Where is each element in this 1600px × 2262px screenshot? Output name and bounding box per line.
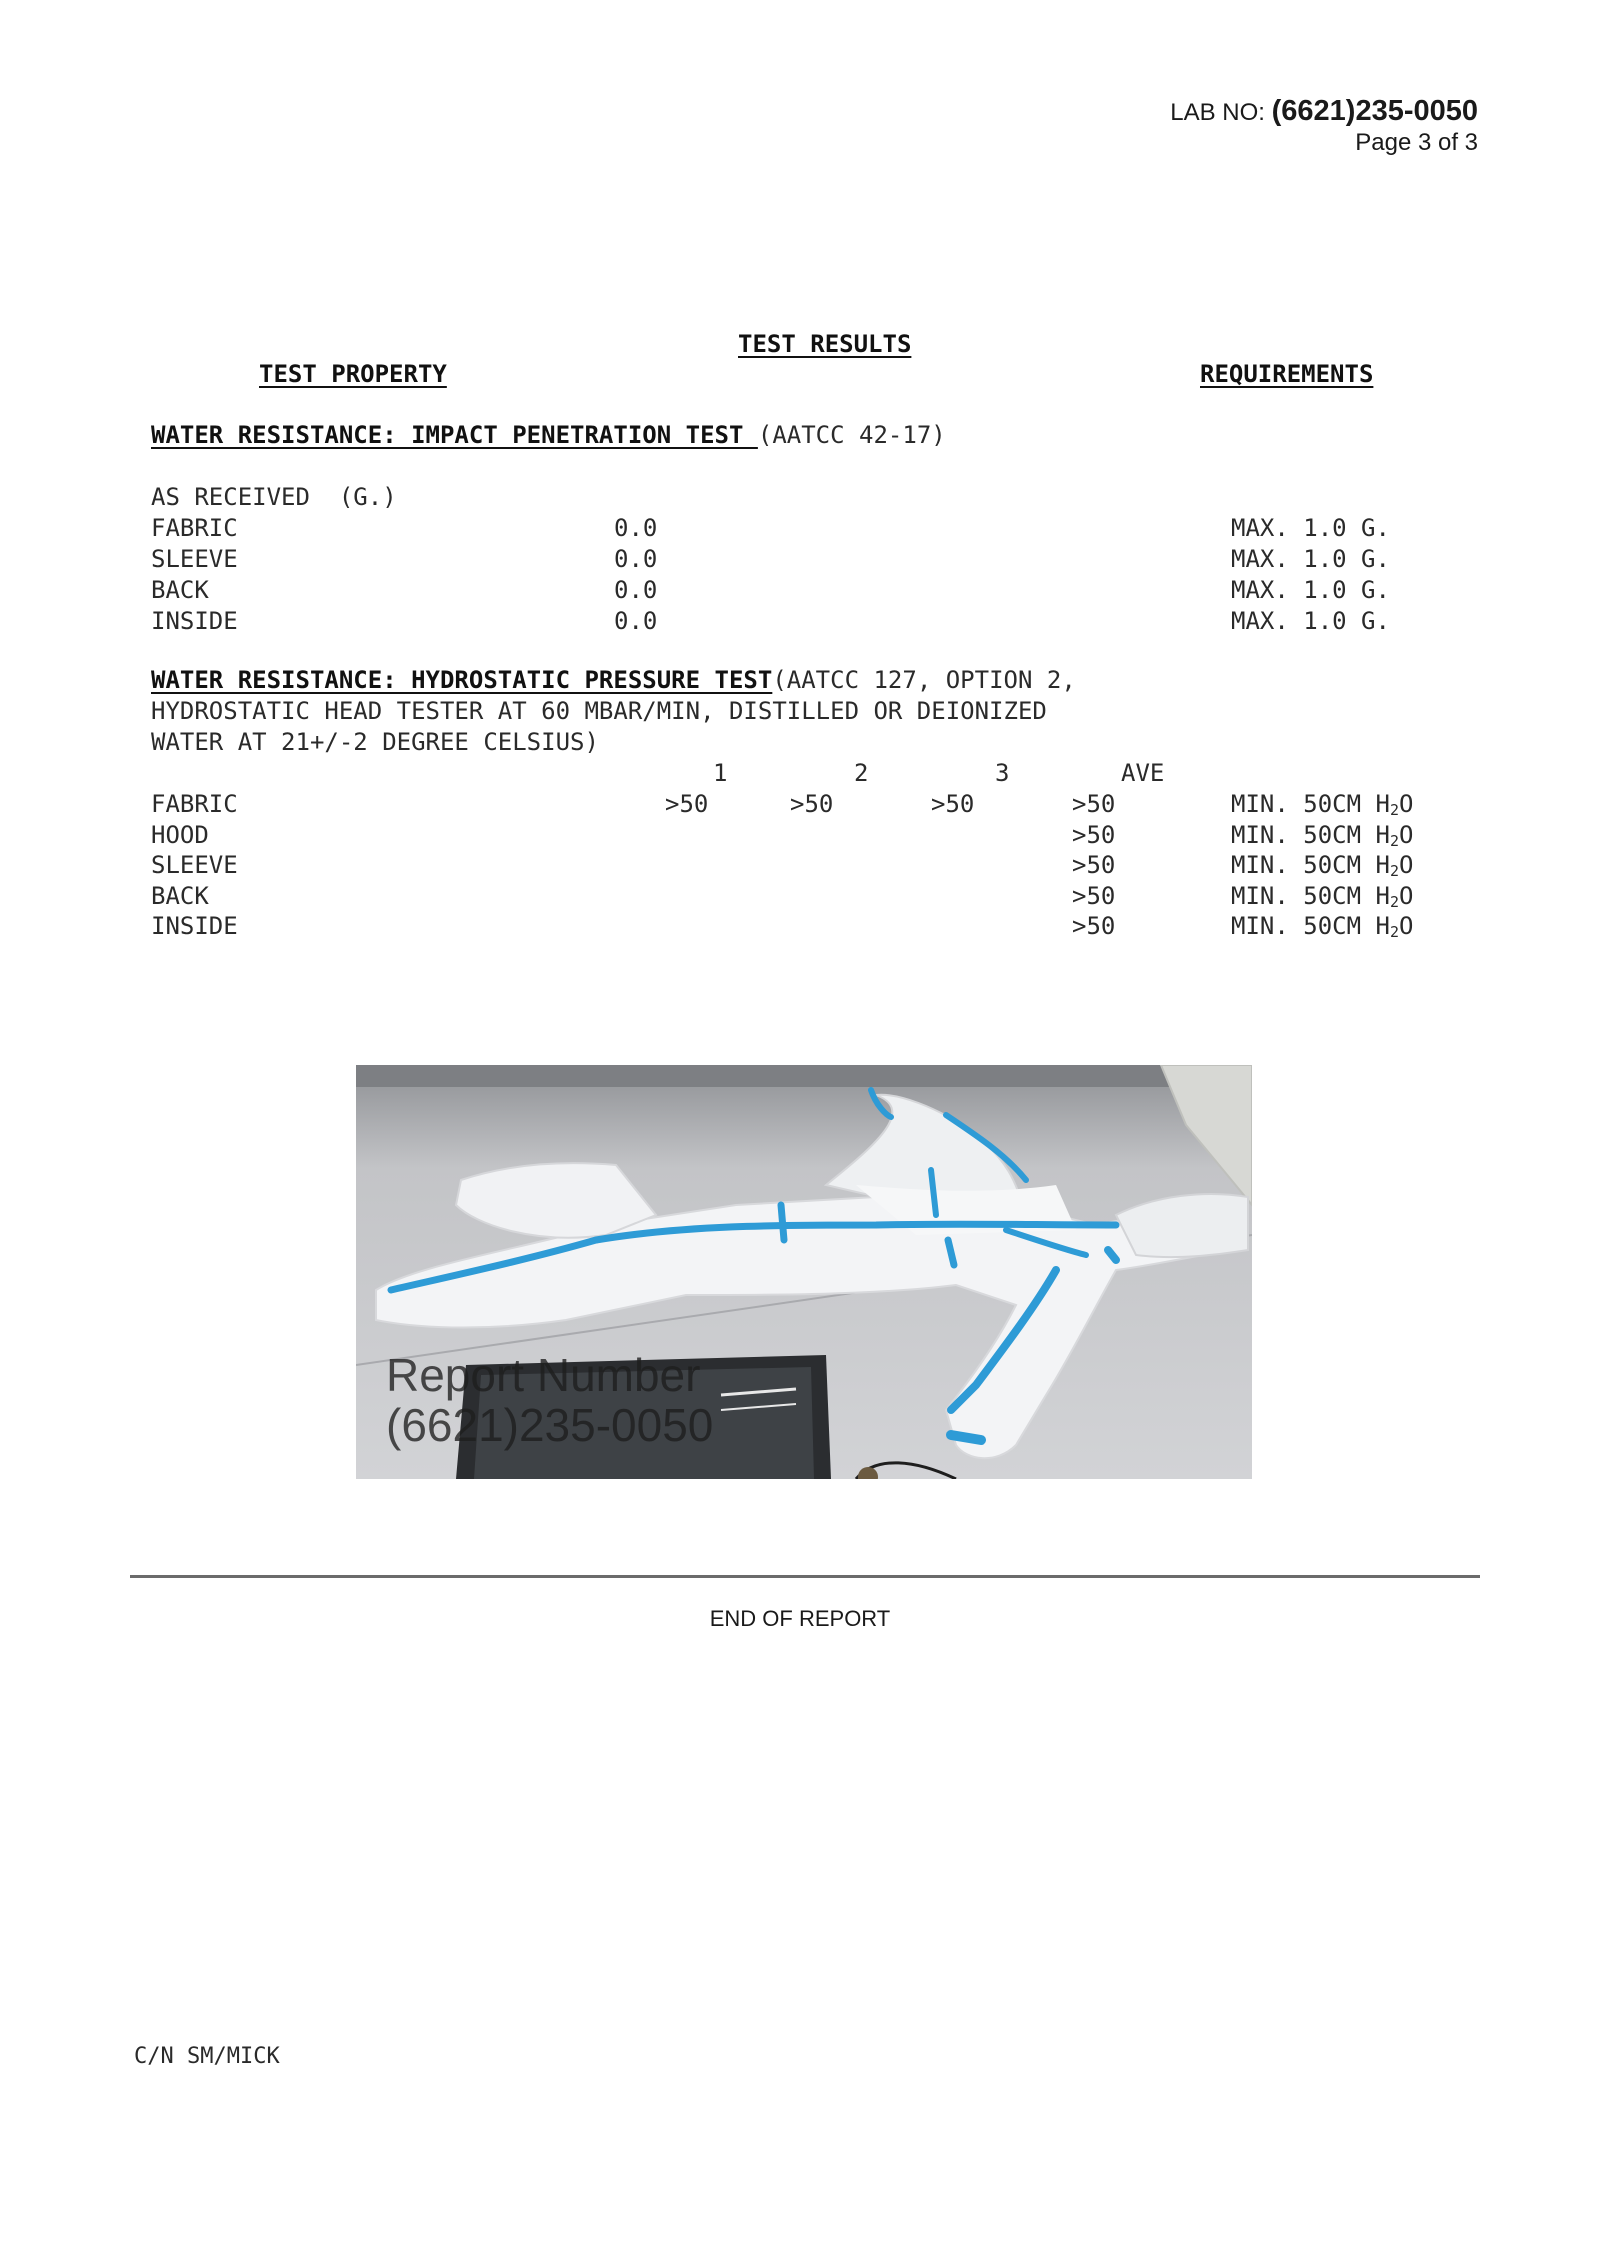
report-number-watermark	[386, 1350, 713, 1450]
watermark-line-1: Report Number	[386, 1349, 701, 1401]
watermark-line-2: (6621)235-0050	[386, 1399, 714, 1451]
impact-row-property: FABRIC	[151, 514, 238, 542]
requirement-text: MIN. 50CM H	[1231, 820, 1390, 849]
sample-photo	[356, 1065, 1252, 1479]
hydro-row-requirement	[1231, 882, 1413, 910]
impact-row-result: 0.0	[614, 607, 658, 635]
impact-row-result: 0.0	[614, 514, 658, 542]
requirement-text: MIN. 50CM H	[1231, 790, 1390, 818]
requirement-subscript: 2	[1389, 801, 1399, 819]
requirement-text: MIN. 50CM H	[1231, 881, 1390, 910]
requirement-suffix: O	[1398, 790, 1414, 818]
impact-row-property: SLEEVE	[151, 545, 238, 573]
impact-row-requirement: MAX. 1.0 G.	[1231, 576, 1390, 604]
hydro-row-average: >50	[1072, 851, 1116, 879]
impact-row-property: BACK	[151, 576, 209, 604]
impact-method: (AATCC 42-17)	[757, 421, 946, 449]
impact-row-requirement: MAX. 1.0 G.	[1231, 607, 1390, 635]
hydro-column-header: 3	[995, 759, 1010, 787]
hydro-row-average: >50	[1072, 881, 1116, 910]
impact-row-requirement: MAX. 1.0 G.	[1231, 514, 1390, 542]
hydro-method-line-3: WATER AT 21+/-2 DEGREE CELSIUS)	[151, 728, 599, 756]
test-property-heading: TEST PROPERTY	[259, 360, 447, 388]
impact-section-title	[151, 421, 946, 449]
hydro-column-header: 2	[854, 759, 869, 787]
requirement-suffix: O	[1398, 851, 1414, 879]
requirement-suffix: O	[1398, 912, 1414, 940]
hydro-column-header: 1	[713, 759, 728, 787]
hydro-row-result-1: >50	[665, 790, 709, 818]
impact-row-result: 0.0	[614, 545, 658, 573]
hydro-row-result-2: >50	[790, 790, 834, 818]
hydro-row-result-3: >50	[931, 790, 975, 818]
impact-row-result: 0.0	[614, 576, 658, 604]
page-indicator: Page 3 of 3	[1355, 129, 1478, 156]
requirement-subscript: 2	[1389, 862, 1399, 880]
hydro-row-property: INSIDE	[151, 912, 238, 940]
lab-number	[1170, 96, 1478, 128]
test-results-heading: TEST RESULTS	[738, 330, 912, 358]
requirement-suffix: O	[1398, 820, 1414, 849]
impact-subheading: AS RECEIVED (G.)	[151, 483, 397, 511]
hydro-row-property: HOOD	[151, 820, 209, 849]
impact-row-property: INSIDE	[151, 607, 238, 635]
hydro-section-title	[151, 666, 1076, 694]
requirement-subscript: 2	[1389, 892, 1399, 911]
hydro-method-line-2: HYDROSTATIC HEAD TESTER AT 60 MBAR/MIN, DISTILLED OR DEIONIZED	[151, 697, 1047, 725]
hydro-row-average: >50	[1072, 912, 1116, 940]
hydro-row-property: SLEEVE	[151, 851, 238, 879]
end-divider	[130, 1575, 1480, 1578]
lab-number-value: (6621)235-0050	[1271, 95, 1478, 127]
impact-row-requirement: MAX. 1.0 G.	[1231, 545, 1390, 573]
hydro-row-requirement	[1231, 851, 1413, 879]
hydro-title: WATER RESISTANCE: HYDROSTATIC PRESSURE TEST	[151, 666, 773, 694]
hydro-row-average: >50	[1072, 820, 1116, 849]
hydro-row-requirement	[1231, 912, 1413, 940]
hydro-method-line-1: (AATCC 127, OPTION 2,	[772, 666, 1076, 694]
report-header	[1170, 96, 1478, 158]
hydro-column-header: AVE	[1121, 759, 1165, 787]
cn-initials: C/N SM/MICK	[134, 2044, 280, 2069]
hydro-row-property: BACK	[151, 881, 209, 910]
hydro-row-property: FABRIC	[151, 790, 238, 818]
requirement-subscript: 2	[1389, 831, 1399, 850]
requirement-suffix: O	[1398, 881, 1414, 910]
impact-title: WATER RESISTANCE: IMPACT PENETRATION TEST	[151, 421, 758, 449]
requirement-subscript: 2	[1389, 923, 1399, 941]
lab-number-label: LAB NO:	[1170, 99, 1265, 126]
requirements-heading: REQUIREMENTS	[1200, 360, 1374, 388]
hydro-row-average: >50	[1072, 790, 1116, 818]
requirement-text: MIN. 50CM H	[1231, 851, 1390, 879]
hydro-row-requirement	[1231, 790, 1413, 818]
requirement-text: MIN. 50CM H	[1231, 912, 1390, 940]
hydro-row-requirement	[1231, 821, 1413, 849]
end-of-report: END OF REPORT	[709, 1606, 891, 1631]
